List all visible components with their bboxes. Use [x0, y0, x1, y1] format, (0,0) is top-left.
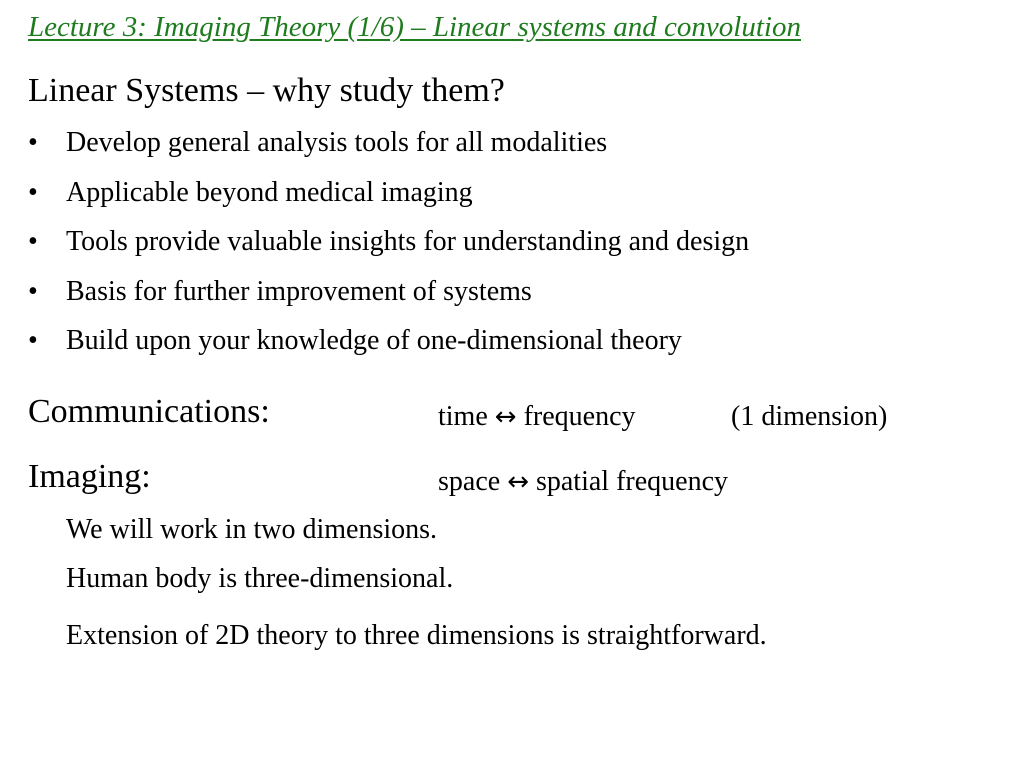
bullet-text: Tools provide valuable insights for understanding and design: [66, 226, 750, 257]
communications-note: (1 dimension): [731, 401, 888, 432]
lecture-title: Lecture 3: Imaging Theory (1/6) – Linear systems and convolution: [28, 11, 801, 43]
bullet-icon: •: [28, 176, 38, 208]
bullet-text: Build upon your knowledge of one-dimensional theory: [66, 325, 682, 356]
imaging-left-term: space: [438, 466, 501, 497]
communications-mapping: [438, 396, 636, 438]
bullet-icon: •: [28, 127, 38, 158]
bullet-text: Basis for further improvement of systems: [66, 275, 532, 307]
body-line: Human body is three-dimensional.: [66, 563, 454, 594]
bullet-icon: •: [28, 275, 38, 307]
body-line: Extension of 2D theory to three dimensions is straightforward.: [66, 620, 767, 651]
imaging-right-term: spatial frequency: [535, 466, 729, 497]
communications-label: Communications:: [28, 393, 270, 430]
bullet-icon: •: [28, 325, 38, 356]
imaging-label: Imaging:: [28, 458, 151, 495]
communications-left-term: time: [438, 401, 488, 432]
body-line: We will work in two dimensions.: [66, 514, 438, 545]
communications-right-term: frequency: [523, 401, 636, 432]
bullet-text: Applicable beyond medical imaging: [66, 176, 473, 208]
double-arrow-icon: ↔: [507, 467, 529, 497]
double-arrow-icon: ↔: [494, 402, 517, 432]
bullet-text: Develop general analysis tools for all modalities: [66, 127, 608, 158]
bullet-icon: •: [28, 226, 38, 257]
section-heading: Linear Systems – why study them?: [28, 72, 505, 109]
imaging-mapping: [438, 461, 728, 503]
